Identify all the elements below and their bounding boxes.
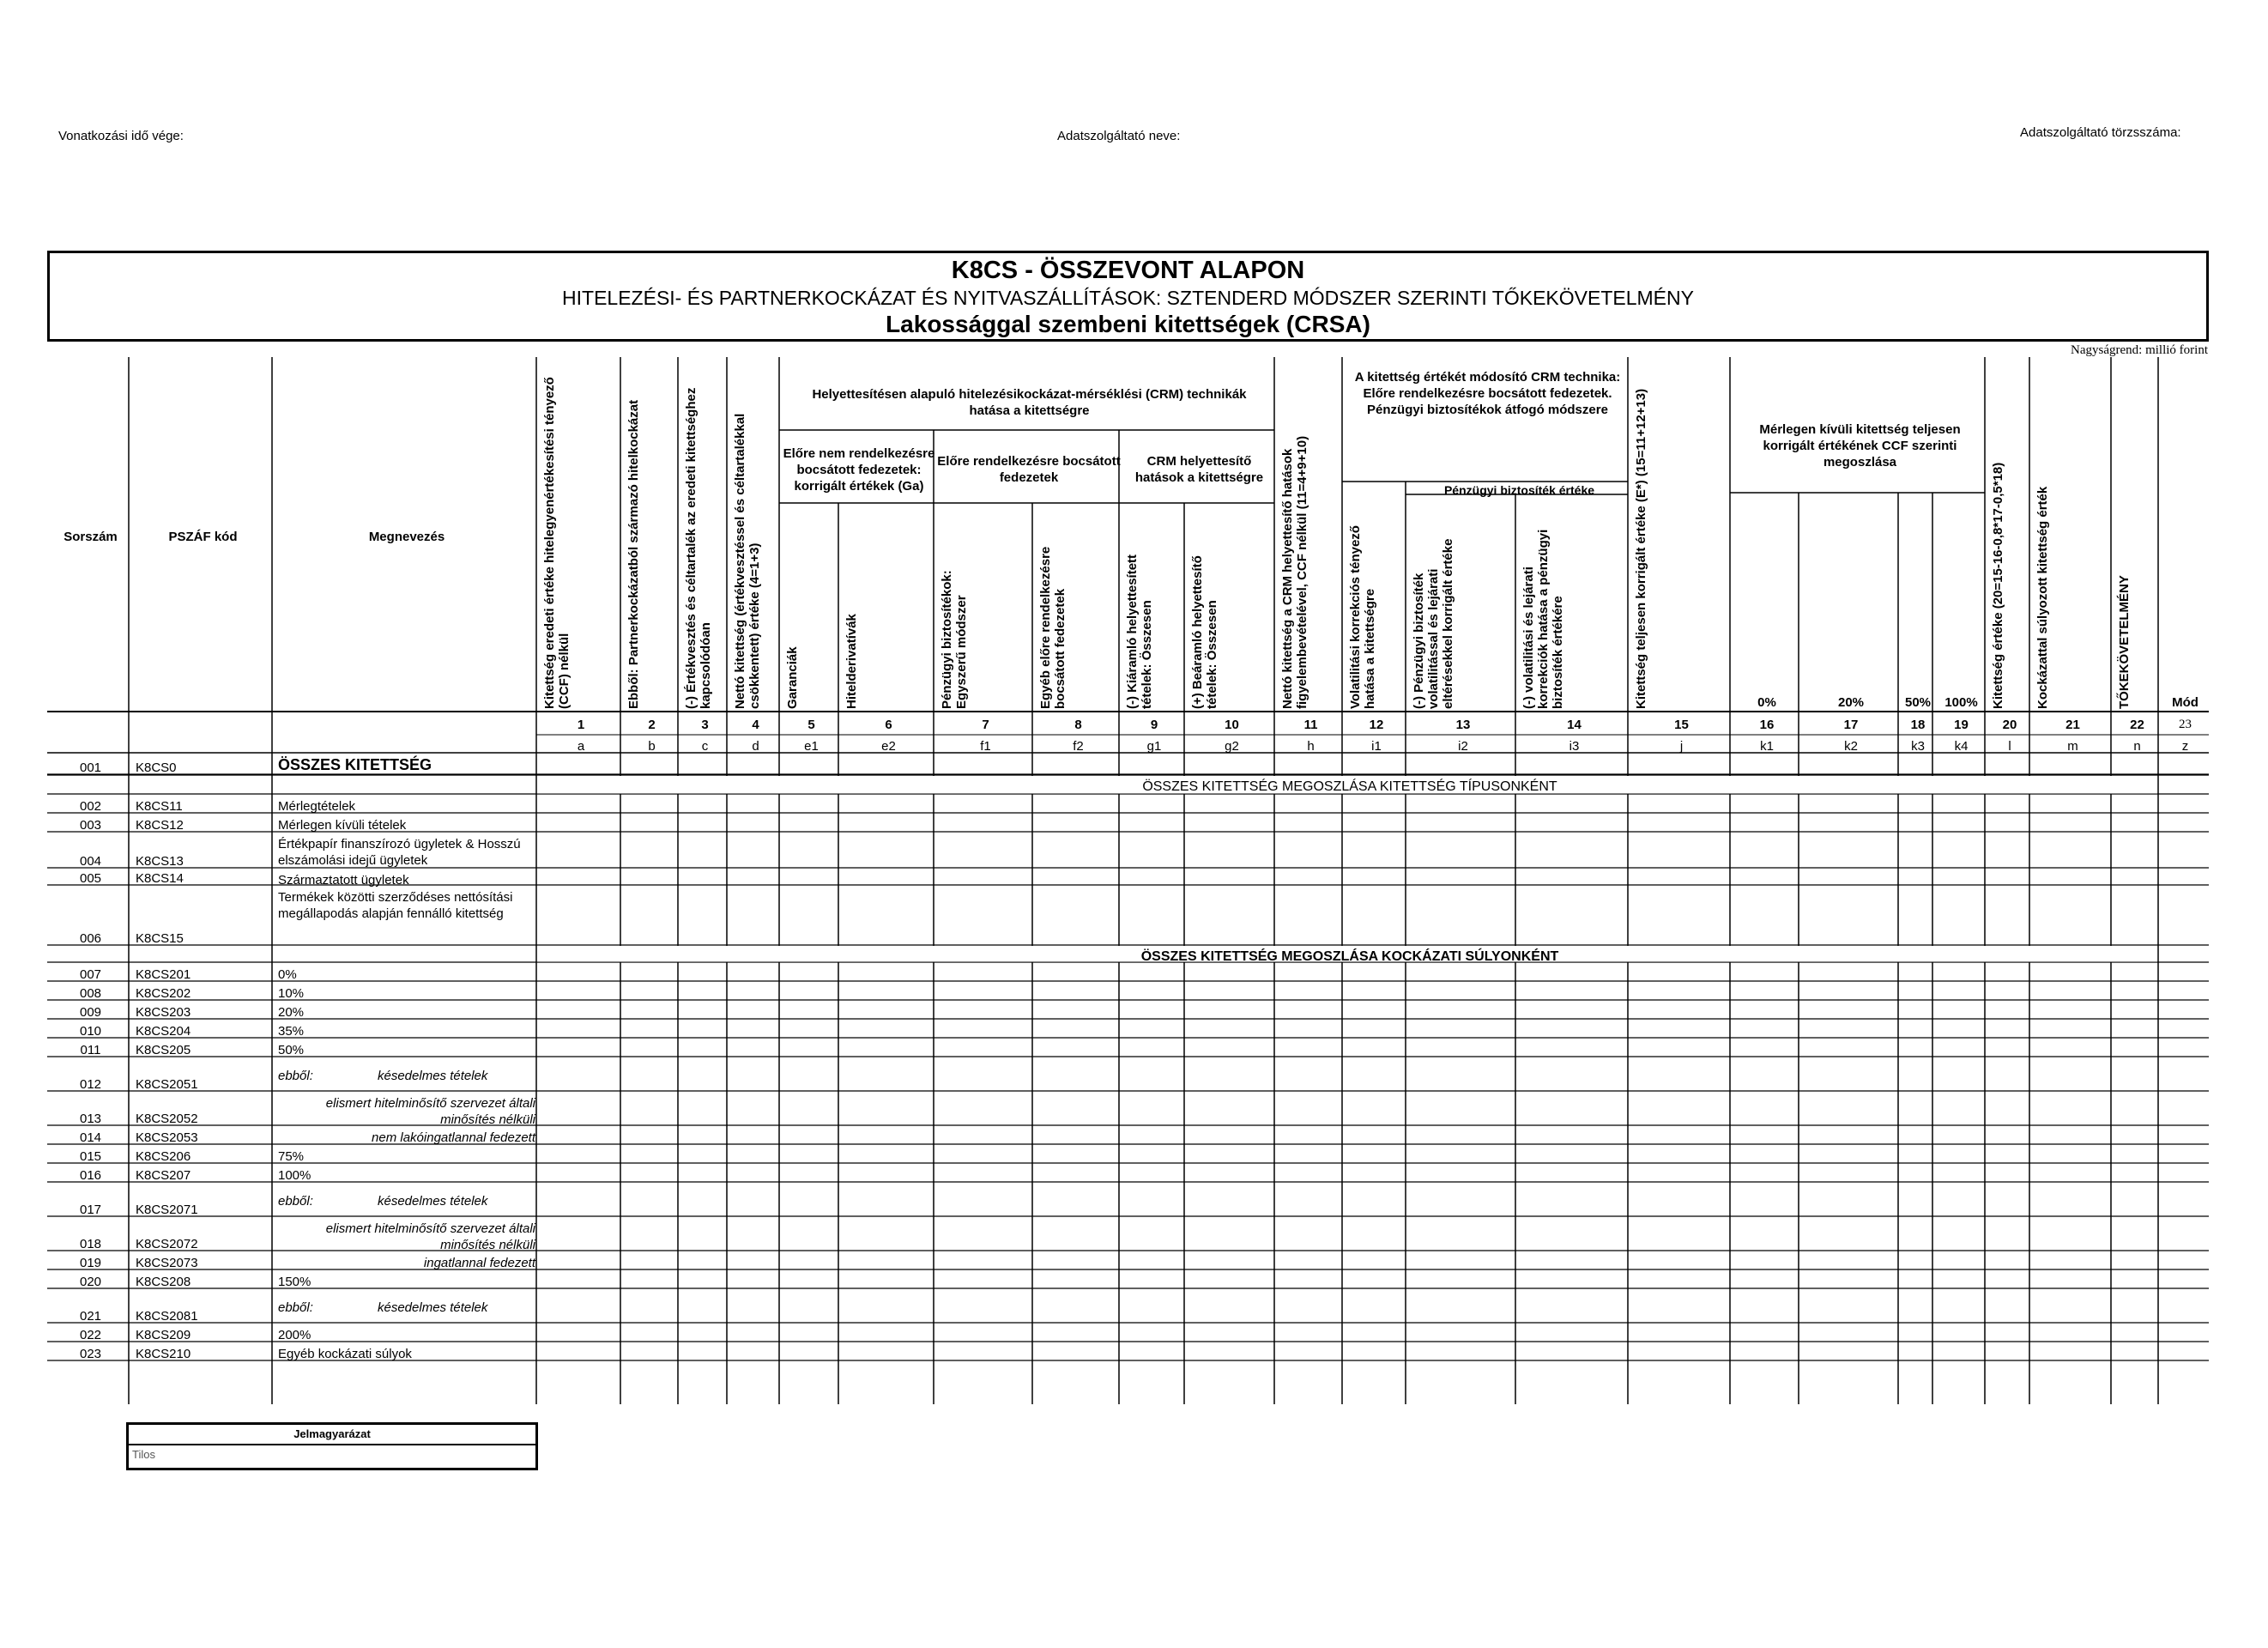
row-name: 100% (278, 1168, 311, 1183)
column-number: 1 (577, 718, 585, 732)
row-code: K8CS205 (136, 1043, 191, 1057)
report-subtitle-2: Lakossággal szembeni kitettségek (CRSA) (886, 311, 1370, 337)
column-number: 19 (1954, 718, 1969, 732)
row-name: elismert hitelminősítő szervezet általi minősítés nélküli (325, 1221, 535, 1252)
row-name-detail: késedelmes tételek (378, 1194, 488, 1209)
title-box (47, 251, 2209, 342)
column-letter: g2 (1225, 739, 1239, 754)
row-code: K8CS201 (136, 967, 191, 982)
column-header-c13: (-) Pénzügyi biztosíték volatilitással és lejárati eltérésekkel korrigált értéke (1412, 538, 1455, 709)
fin-group-header: A kitettség értékét módosító CRM technika: Előre rendelkezésre bocsátott fedezetek. Pénzügyi biztosítékok átfogó módszere (1354, 369, 1621, 417)
crm-subgroup-2: Előre rendelkezésre bocsátott fedezetek (937, 454, 1121, 485)
column-header-mod: Mód (2172, 694, 2198, 710)
column-header-c15: Kitettség teljesen korrigált értéke (E*) (15=11+12+13) (1634, 388, 1648, 709)
row-number: 006 (79, 931, 102, 946)
row-code: K8CS210 (136, 1347, 191, 1361)
column-number: 22 (2130, 718, 2144, 732)
row-number: 010 (79, 1024, 102, 1039)
row-name-detail: késedelmes tételek (378, 1300, 488, 1315)
legend-item-tilos: Tilos (132, 1448, 155, 1461)
column-header-c8: Egyéb előre rendelkezésre bocsátott fedezetek (1038, 546, 1067, 709)
row-name: Mérlegen kívüli tételek (278, 818, 407, 833)
section-header: ÖSSZES KITETTSÉG MEGOSZLÁSA KITETTSÉG TÍPUSONKÉNT (1142, 779, 1557, 794)
row-name: 200% (278, 1328, 311, 1342)
column-header-c19: 100% (1944, 694, 1978, 710)
column-header-sorszam: Sorszám (64, 530, 118, 544)
row-code: K8CS14 (136, 871, 184, 886)
row-name: Mérlegtételek (278, 799, 356, 814)
report-title: K8CS - ÖSSZEVONT ALAPON (951, 257, 1305, 284)
data-table (47, 357, 2209, 1404)
row-code: K8CS204 (136, 1024, 191, 1039)
row-name: 50% (278, 1043, 305, 1057)
row-number: 008 (79, 986, 102, 1001)
row-name: ÖSSZES KITETTSÉG (278, 756, 432, 773)
row-code: K8CS209 (136, 1328, 191, 1342)
column-number: 18 (1910, 718, 1926, 732)
column-letter: i3 (1569, 739, 1580, 754)
row-code: K8CS13 (136, 854, 184, 869)
column-header-c11: Nettó kitettség a CRM helyettesítő hatások figyelembevételével, CCF nélkül (11=4+9+10) (1280, 435, 1309, 709)
column-header-pszaf: PSZÁF kód (168, 530, 238, 544)
column-letter: c (701, 739, 709, 754)
column-header-c1: Kitettség eredeti értéke hitelegyenértékesítési tényező (CCF) nélkül (542, 377, 572, 709)
row-number: 001 (79, 760, 102, 775)
column-header-c7: Pénzügyi biztosítékok: Egyszerű módszer (940, 570, 969, 709)
column-number: 15 (1674, 718, 1689, 732)
row-code: K8CS208 (136, 1275, 191, 1289)
row-code: K8CS203 (136, 1005, 191, 1020)
row-number: 016 (79, 1168, 102, 1183)
column-header-c2: Ebből: Partnerkockázatból származó hitelkockázat (626, 399, 641, 709)
column-header-c16: 0% (1757, 694, 1776, 710)
report-subtitle: HITELEZÉSI- ÉS PARTNERKOCKÁZAT ÉS NYITVASZÁLLÍTÁSOK: SZTENDERD MÓDSZER SZERINTI TŐKEKÖVETELMÉNY (562, 287, 1694, 309)
row-code: K8CS12 (136, 818, 184, 833)
row-code: K8CS2053 (136, 1130, 198, 1145)
row-code: K8CS0 (136, 760, 177, 775)
column-letter: f1 (980, 739, 991, 754)
column-number: 8 (1074, 718, 1082, 732)
row-number: 019 (79, 1256, 102, 1270)
column-number: 16 (1759, 718, 1775, 732)
column-letter: m (2067, 739, 2078, 754)
period-end-label: Vonatkozási idő vége: (58, 129, 184, 143)
column-header-c9: (-) Kiáramló helyettesített tételek: Összesen (1125, 554, 1154, 709)
row-name: ingatlannal fedezett (423, 1256, 535, 1270)
provider-id-label: Adatszolgáltató törzsszáma: (2020, 125, 2181, 140)
row-name: ebből: (278, 1069, 313, 1083)
row-number: 017 (79, 1203, 102, 1217)
row-number: 020 (79, 1275, 102, 1289)
row-code: K8CS15 (136, 931, 184, 946)
column-letter: k1 (1760, 739, 1774, 754)
column-header-c18: 50% (1904, 694, 1932, 710)
row-code: K8CS2072 (136, 1237, 198, 1251)
fin-subgroup-header: Pénzügyi biztosíték értéke (1443, 483, 1595, 497)
column-number: 21 (2065, 718, 2080, 732)
column-number: 9 (1150, 718, 1158, 732)
row-name: 75% (278, 1149, 305, 1164)
column-header-c4: Nettó kitettség (értékvesztéssel és céltartalékkal csökkentett) értéke (4=1+3) (733, 413, 762, 709)
row-code: K8CS2081 (136, 1309, 198, 1324)
ccf-group-header: Mérlegen kívüli kitettség teljesen korrigált értékének CCF szerinti megoszlása (1759, 421, 1961, 470)
row-number: 009 (79, 1005, 102, 1020)
column-letter: g1 (1146, 739, 1162, 754)
column-letter: f2 (1073, 739, 1084, 754)
column-number: 7 (982, 718, 989, 732)
row-number: 023 (79, 1347, 102, 1361)
crm-subgroup-3: CRM helyettesítő hatások a kitettségre (1134, 454, 1264, 485)
column-header-c14: (-) volatilitási és lejárati korrekciók hatása a pénzügyi biztosíték értékére (1521, 529, 1565, 709)
column-header-c22: TŐKEKÖVETELMÉNY (2117, 575, 2132, 709)
column-header-c5: Garanciák (785, 646, 800, 709)
row-number: 018 (79, 1237, 102, 1251)
column-number: 13 (1455, 718, 1471, 732)
column-letter: n (2133, 739, 2141, 754)
row-name-detail: késedelmes tételek (378, 1069, 488, 1083)
row-code: K8CS206 (136, 1149, 191, 1164)
column-number: 17 (1843, 718, 1859, 732)
row-code: K8CS2052 (136, 1112, 198, 1126)
row-code: K8CS2051 (136, 1077, 198, 1092)
column-header-c12: Volatilitási korrekciós tényező hatása a kitettségre (1348, 525, 1377, 709)
section-header: ÖSSZES KITETTSÉG MEGOSZLÁSA KOCKÁZATI SÚLYONKÉNT (1140, 949, 1559, 964)
row-code: K8CS2073 (136, 1256, 198, 1270)
column-number: 12 (1369, 718, 1384, 732)
row-number: 022 (79, 1328, 102, 1342)
column-number: 14 (1567, 718, 1582, 732)
row-name: ebből: (278, 1194, 313, 1209)
row-name: 35% (278, 1024, 305, 1039)
row-code: K8CS11 (136, 799, 183, 814)
row-name: 150% (278, 1275, 311, 1289)
row-name: Értékpapír finanszírozó ügyletek & Hosszú elszámolási idejű ügyletek (278, 837, 521, 868)
column-letter: i2 (1458, 739, 1468, 754)
crm-group-header: Helyettesítésen alapuló hitelezésikockázat-mérséklési (CRM) technikák hatása a kitettségre (812, 387, 1247, 418)
row-name: 20% (278, 1005, 305, 1020)
column-number: 4 (752, 718, 759, 732)
row-name: elismert hitelminősítő szervezet általi minősítés nélküli (325, 1096, 535, 1127)
column-number: 23 (2179, 718, 2192, 731)
column-letter: a (577, 739, 585, 754)
row-name: Termékek közötti szerződéses nettósítási megállapodás alapján fennálló kitettség (278, 890, 513, 921)
unit-label: Nagyságrend: millió forint (2071, 343, 2208, 357)
row-number: 007 (79, 967, 102, 982)
row-name: nem lakóingatlannal fedezett (372, 1130, 535, 1145)
row-number: 013 (79, 1112, 102, 1126)
row-number: 014 (79, 1130, 102, 1145)
column-number: 6 (885, 718, 892, 732)
column-number: 5 (807, 718, 815, 732)
column-number: 10 (1225, 718, 1239, 732)
column-letter: j (1679, 739, 1684, 754)
legend (126, 1422, 538, 1470)
column-number: 11 (1303, 718, 1318, 732)
row-number: 003 (79, 818, 102, 833)
row-number: 002 (79, 799, 102, 814)
row-name: Egyéb kockázati súlyok (278, 1347, 412, 1361)
row-code: K8CS202 (136, 986, 191, 1001)
column-header-megnevezes: Megnevezés (368, 530, 445, 544)
row-name: 0% (278, 967, 297, 982)
column-header-c21: Kockázattal súlyozott kitettség érték (2035, 486, 2050, 709)
column-header-c20: Kitettség értéke (20=15-16-0,8*17-0,5*18) (1991, 462, 2005, 709)
column-header-c10: (+) Beáramló helyettesítő tételek: Összesen (1190, 555, 1219, 709)
column-number: 20 (2002, 718, 2017, 732)
row-number: 015 (79, 1149, 102, 1164)
row-name: ebből: (278, 1300, 313, 1315)
column-letter: e1 (804, 739, 819, 754)
column-letter: l (2008, 739, 2011, 754)
row-name: Származtatott ügyletek (278, 873, 409, 888)
column-letter: d (752, 739, 759, 754)
column-letter: k3 (1911, 739, 1925, 754)
column-header-c6: Hitelderivatívák (844, 614, 859, 709)
column-letter: b (648, 739, 656, 754)
column-number: 3 (701, 718, 709, 732)
crm-subgroup-1: Előre nem rendelkezésre bocsátott fedezetek: korrigált értékek (Ga) (783, 445, 935, 494)
column-number: 2 (648, 718, 656, 732)
row-number: 021 (79, 1309, 102, 1324)
row-code: K8CS2071 (136, 1203, 198, 1217)
provider-name-label: Adatszolgáltató neve: (1057, 129, 1181, 143)
row-number: 011 (80, 1043, 101, 1057)
row-number: 004 (79, 854, 102, 869)
legend-title: Jelmagyarázat (129, 1425, 535, 1445)
row-number: 012 (79, 1077, 102, 1092)
column-header-c17: 20% (1837, 694, 1865, 710)
column-letter: z (2181, 739, 2189, 754)
column-letter: k4 (1954, 739, 1969, 754)
column-letter: e2 (881, 739, 896, 754)
row-number: 005 (79, 871, 102, 886)
column-letter: k2 (1844, 739, 1858, 754)
row-name: 10% (278, 986, 305, 1001)
column-letter: i1 (1371, 739, 1382, 754)
row-code: K8CS207 (136, 1168, 191, 1183)
column-header-c3: (-) Értékvesztés és céltartalék az eredeti kitettséghez kapcsolódóan (684, 387, 713, 709)
column-letter: h (1307, 739, 1315, 754)
